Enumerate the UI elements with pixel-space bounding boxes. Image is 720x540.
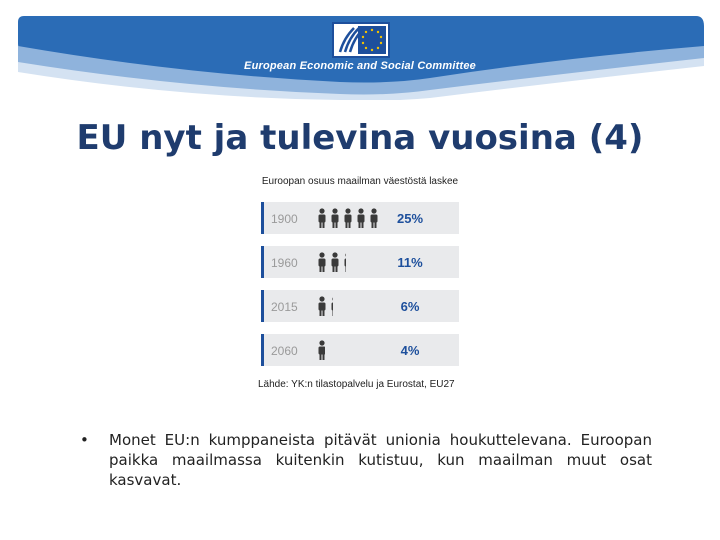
bullet-dot: • [80,431,89,449]
row-year: 1900 [271,212,298,226]
row-value-label: 6% [400,299,420,314]
row-accent-bar [261,246,264,278]
row-year: 2015 [271,300,298,314]
chart-row [261,334,459,366]
page-title: EU nyt ja tulevina vuosina (4) [76,118,644,158]
row-accent-bar [261,202,264,234]
chart-row [261,290,459,322]
eesc-logo [332,22,390,58]
bullet-text: Monet EU:n kumppaneista pitävät unionia houkuttelevana. Euroopan paikka maailmassa kuitenkin kutistuu, kun maailman muut osat kasvavat. [109,431,652,489]
row-accent-bar [261,334,264,366]
banner-text: European Economic and Social Committee [244,60,476,72]
row-year: 2060 [271,344,298,358]
header-banner [0,0,720,100]
bullet-point [80,430,652,490]
row-accent-bar [261,290,264,322]
row-value-label: 11% [397,255,423,270]
chart-row [261,246,459,278]
row-year: 1960 [271,256,298,270]
population-share-chart [255,196,465,376]
chart-title: Euroopan osuus maailman väestöstä laskee [261,176,459,187]
row-value-label: 4% [400,343,420,358]
chart-row [261,202,459,234]
chart-source: Lähde: YK:n tilastopalvelu ja Eurostat, EU27 [258,379,455,390]
row-value-label: 25% [396,211,424,226]
eesc-logo-icon [334,24,388,56]
